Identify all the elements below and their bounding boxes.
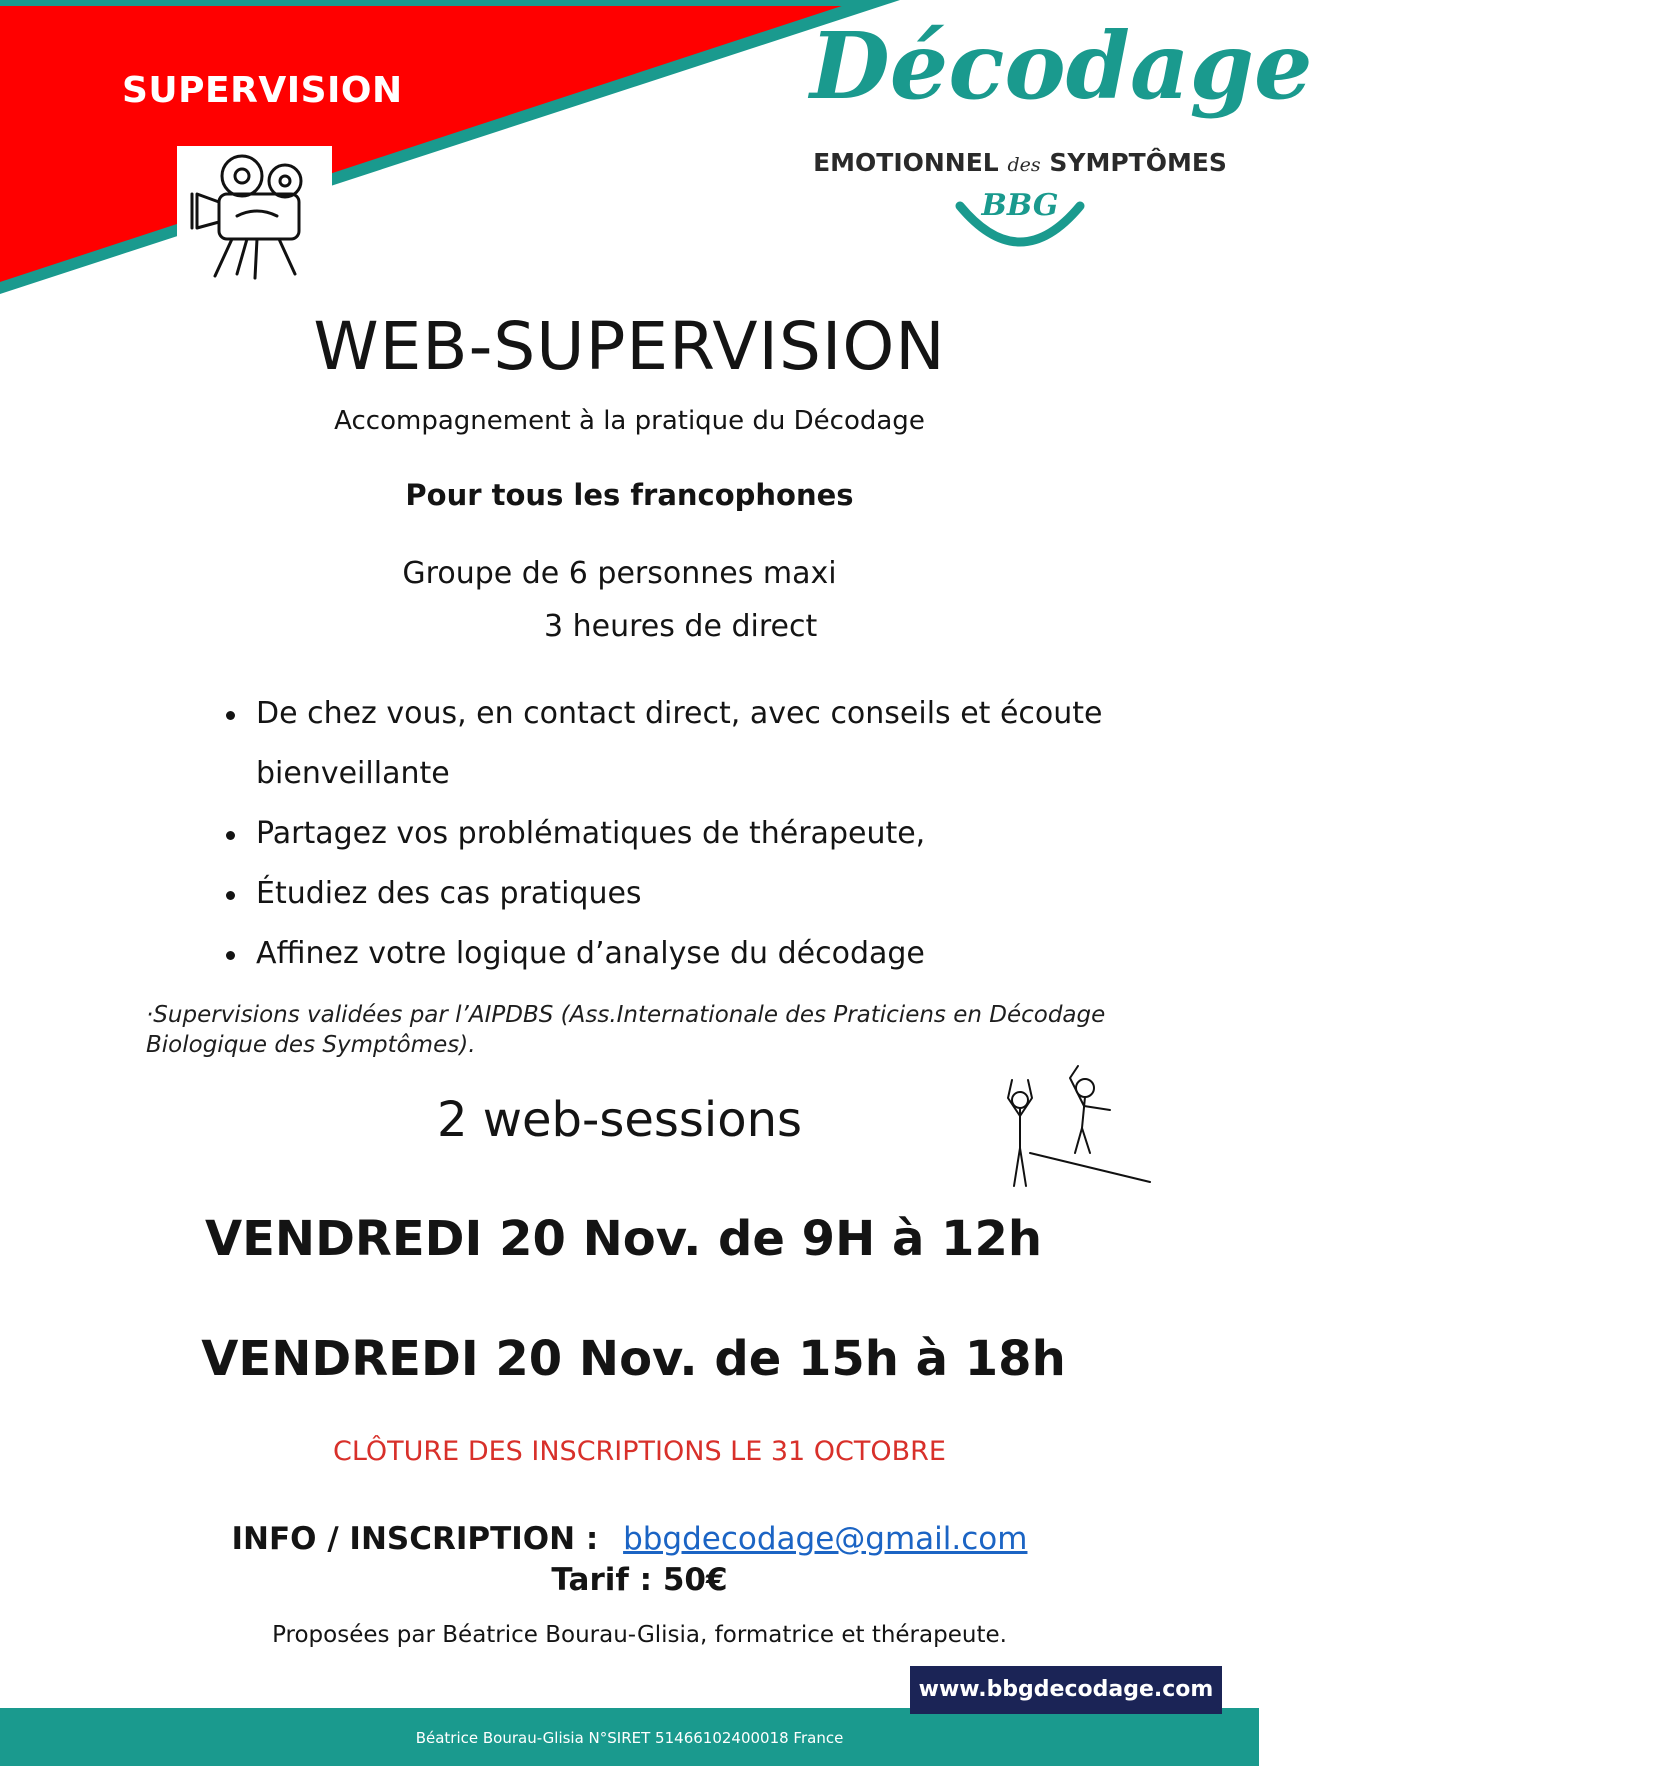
info-label: INFO / INSCRIPTION : — [231, 1521, 599, 1557]
author-text: Proposées par Béatrice Bourau-Glisia, formatrice et thérapeute. — [272, 1622, 1007, 1648]
logo-subtitle — [810, 148, 1230, 177]
registration-deadline: CLÔTURE DES INSCRIPTIONS LE 31 OCTOBRE — [332, 1436, 946, 1467]
brand-logo — [810, 12, 1313, 260]
logo-title: Décodage — [810, 12, 1313, 120]
website-link[interactable]: www.bbgdecodage.com — [910, 1666, 1222, 1714]
logo-subtitle-right: SYMPTÔMES — [1049, 148, 1227, 177]
logo-subtitle-mid: des — [1007, 154, 1041, 176]
validation-note: ·Supervisions validées par l’AIPDBS (Ass.Internationale des Praticiens en Décodage Biologique des Symptômes). — [146, 1002, 1106, 1058]
group-size-text: Groupe de 6 personnes maxi — [402, 556, 837, 591]
climbers-illustration — [990, 1058, 1150, 1188]
email-link[interactable]: bbgdecodage@gmail.com — [623, 1521, 1028, 1557]
duration-text: 3 heures de direct — [544, 609, 818, 644]
footer-bar — [0, 1708, 1259, 1766]
logo-initials: BBG — [981, 188, 1059, 223]
list-item: Affinez votre logique d’analyse du décodage — [226, 924, 1186, 984]
session-date-2: VENDREDI 20 Nov. de 15h à 18h — [201, 1331, 1066, 1387]
banner-label: SUPERVISION — [122, 70, 403, 111]
audience-text: Pour tous les francophones — [405, 478, 854, 512]
page-subtitle: Accompagnement à la pratique du Décodage — [334, 406, 925, 436]
sessions-heading: 2 web-sessions — [436, 1092, 803, 1148]
footer-legal: Béatrice Bourau-Glisia N°SIRET 51466102400018 France — [415, 1729, 844, 1747]
price-text: Tarif : 50€ — [551, 1562, 728, 1598]
session-date-1: VENDREDI 20 Nov. de 9H à 12h — [204, 1211, 1043, 1267]
logo-subtitle-left: EMOTIONNEL — [813, 148, 999, 177]
camera-illustration — [177, 146, 332, 286]
page-title: WEB-SUPERVISION — [313, 308, 946, 385]
info-line — [0, 1521, 1259, 1557]
list-item: Étudiez des cas pratiques — [226, 864, 1186, 924]
list-item: Partagez vos problématiques de thérapeute, — [226, 804, 1186, 864]
benefits-list — [226, 684, 1186, 984]
list-item: De chez vous, en contact direct, avec conseils et écoute bienveillante — [226, 684, 1186, 804]
movie-camera-icon — [177, 146, 332, 286]
